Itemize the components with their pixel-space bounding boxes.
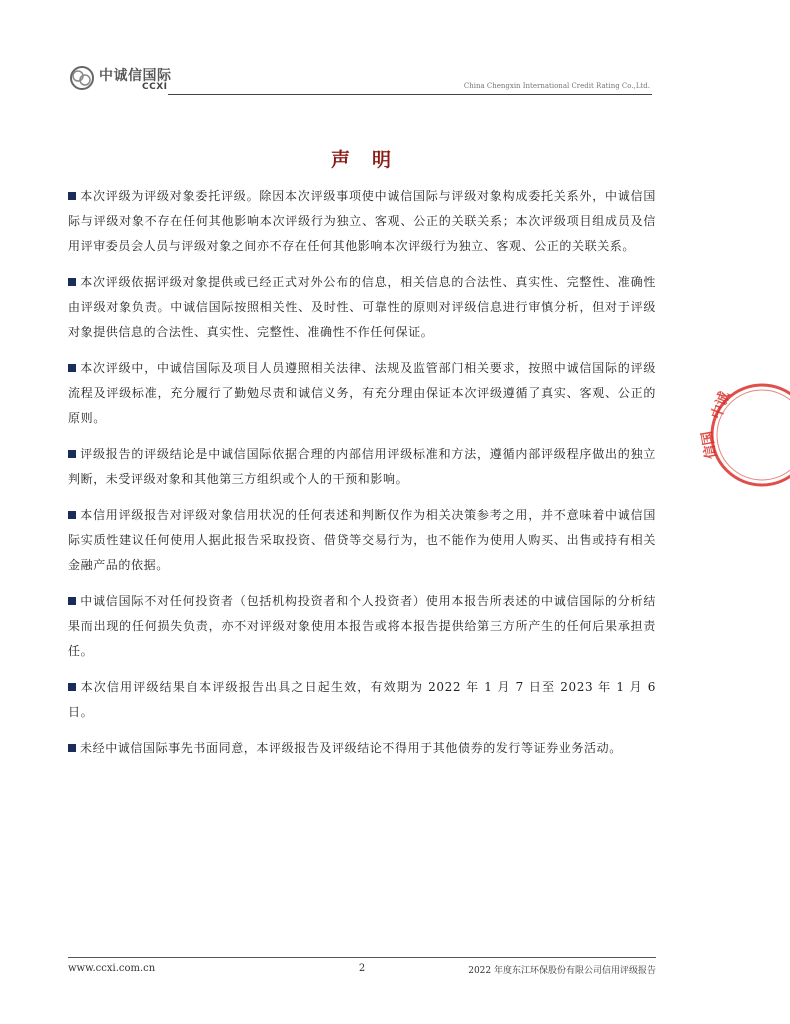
declaration-text: 中诚信国际不对任何投资者（包括机构投资者和个人投资者）使用本报告所表述的中诚信国际的分析结果而出现的任何损失负责，亦不对评级对象使用本报告或将本报告提供给第三方所产生的任何后果承担责任。	[68, 594, 656, 658]
declaration-item	[68, 736, 656, 761]
title-char-1: 声	[330, 149, 352, 171]
ccxi-logo	[68, 62, 178, 96]
declaration-body	[68, 184, 656, 772]
declaration-text: 本次信用评级结果自本评级报告出具之日起生效，有效期为 2022 年 1 月 7 日至 2023 年 1 月 6 日。	[68, 680, 656, 719]
bullet-icon	[68, 364, 76, 372]
logo-text-cn: 中诚信国际	[99, 68, 172, 84]
declaration-text: 评级报告的评级结论是中诚信国际依据合理的内部信用评级标准和方法，遵循内部评级程序做出的独立判断，未受评级对象和其他第三方组织或个人的干预和影响。	[68, 447, 656, 486]
header-divider	[168, 94, 652, 95]
declaration-item	[68, 503, 656, 578]
page-number: 2	[358, 963, 366, 974]
declaration-text: 未经中诚信国际事先书面同意，本评级报告及评级结论不得用于其他债券的发行等证券业务活动。	[80, 741, 622, 755]
bullet-icon	[68, 450, 76, 458]
footer-website: www.ccxi.com.cn	[68, 963, 156, 974]
declaration-item	[68, 589, 656, 664]
logo-text-en: CCXI	[142, 82, 168, 92]
bullet-icon	[68, 744, 76, 752]
bullet-icon	[68, 278, 76, 286]
company-name-en: China Chengxin International Credit Rating Co.,Ltd.	[463, 82, 650, 90]
bullet-icon	[68, 192, 76, 200]
footer-divider	[68, 957, 656, 958]
declaration-text: 本次评级中，中诚信国际及项目人员遵照相关法律、法规及监管部门相关要求，按照中诚信国际的评级流程及评级标准，充分履行了勤勉尽责和诚信义务，有充分理由保证本次评级遵循了真实、客观、公正的原则。	[68, 361, 656, 425]
bullet-icon	[68, 683, 76, 691]
footer-report-title: 2022 年度东江环保股份有限公司信用评级报告	[468, 966, 656, 976]
page-header	[68, 62, 652, 96]
declaration-text: 本次评级依据评级对象提供或已经正式对外公布的信息，相关信息的合法性、真实性、完整性、准确性由评级对象负责。中诚信国际按照相关性、及时性、可靠性的原则对评级信息进行审慎分析，但对于评级对象提供信息的合法性、真实性、完整性、准确性不作任何保证。	[68, 275, 656, 339]
bullet-icon	[68, 597, 76, 605]
title-char-2: 明	[372, 149, 394, 171]
declaration-item	[68, 675, 656, 725]
declaration-item	[68, 442, 656, 492]
page-title	[0, 145, 724, 172]
svg-text:中诚: 中诚	[708, 389, 734, 422]
declaration-item	[68, 184, 656, 259]
declaration-text: 本信用评级报告对评级对象信用状况的任何表述和判断仅作为相关决策参考之用，并不意味着中诚信国际实质性建议任何使用人据此报告采取投资、借贷等交易行为，也不能作为使用人购买、出售或持有相关金融产品的依据。	[68, 508, 656, 572]
ccxi-logo-mark-icon	[68, 64, 96, 92]
declaration-item	[68, 270, 656, 345]
svg-text:信国: 信国	[699, 429, 720, 461]
declaration-item	[68, 356, 656, 431]
declaration-text: 本次评级为评级对象委托评级。除因本次评级事项使中诚信国际与评级对象构成委托关系外，中诚信国际与评级对象不存在任何其他影响本次评级行为独立、客观、公正的关联关系；本次评级项目组成员及信用评审委员会人员与评级对象之间亦不存在任何其他影响本次评级行为独立、客观、公正的关联关系。	[68, 189, 656, 253]
bullet-icon	[68, 511, 76, 519]
company-seal-stamp	[700, 380, 790, 490]
